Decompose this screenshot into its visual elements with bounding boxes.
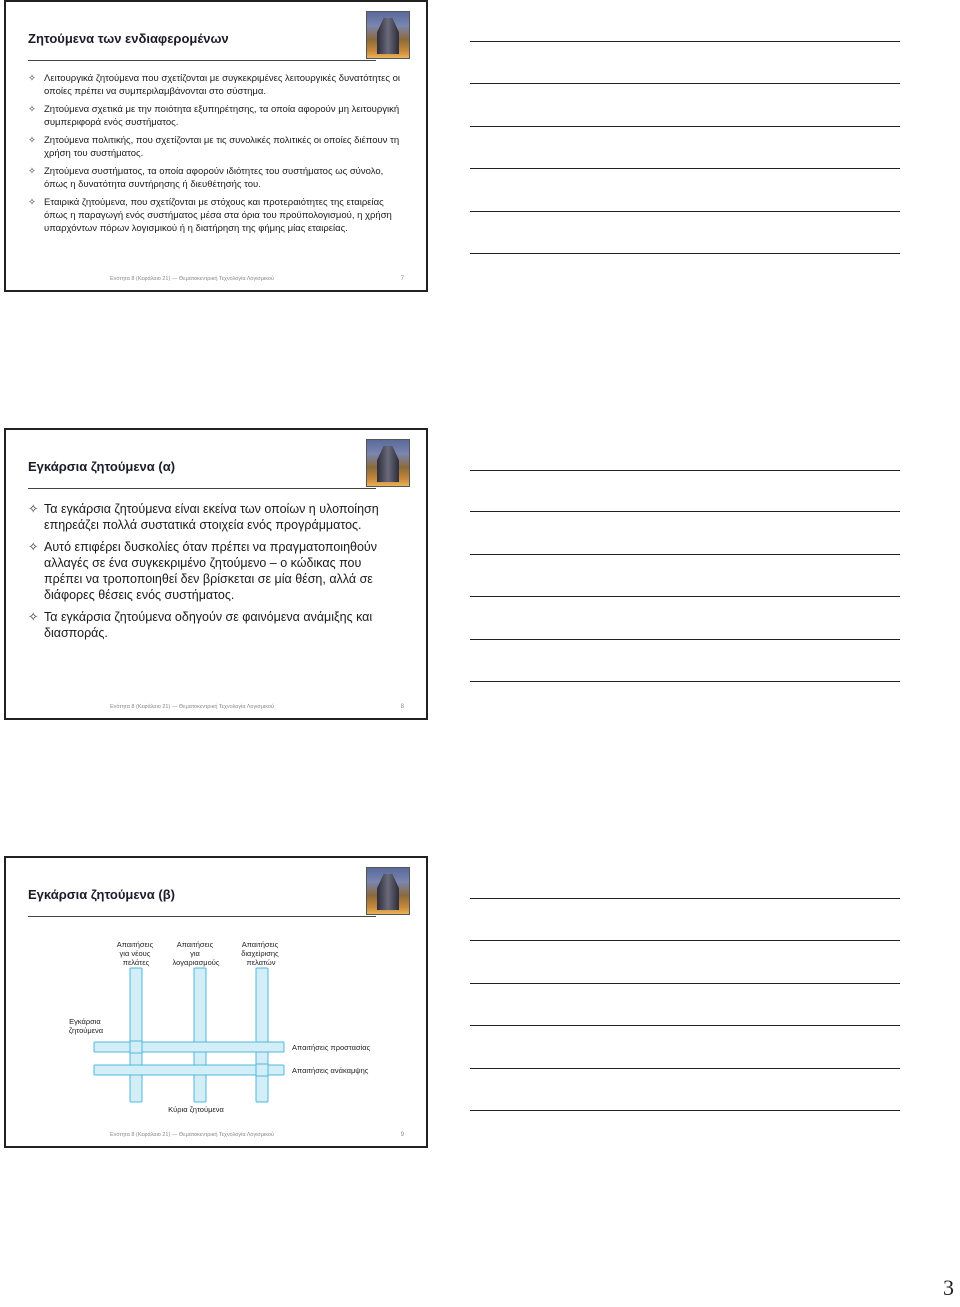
title-divider: [28, 60, 376, 61]
note-line: [470, 1110, 900, 1111]
slide-8: [4, 428, 428, 720]
vertical-bar-accounts: [194, 968, 206, 1102]
label-cross-cutting: Εγκάρσια ζητούμενα: [68, 1017, 104, 1035]
document-page-number: 3: [943, 1275, 954, 1300]
list-item: ✧ Ζητούμενα σχετικά με την ποιότητα εξυπηρέτησης, τα οποία αφορούν μη λειτουργική συμπεριφορά ενός συστήματος.: [28, 104, 400, 128]
note-line: [470, 1068, 900, 1069]
horizontal-bar-security: [94, 1042, 284, 1052]
bullet-icon: ✧: [28, 166, 36, 177]
bullet-list: [28, 72, 400, 240]
note-line: [470, 253, 900, 254]
note-line: [470, 639, 900, 640]
bullet-list: [28, 501, 400, 647]
label-recovery: Απαιτήσεις ανάκαμψης: [292, 1066, 369, 1075]
list-item: ✧ Ζητούμενα συστήματος, τα οποία αφορούν ιδιότητες του συστήματος ως σύνολο, όπως η δυνατότητα συντήρησης ή διευθέτησής του.: [28, 166, 384, 190]
slide-title: Εγκάρσια ζητούμενα (β): [28, 887, 175, 902]
note-line: [470, 83, 900, 84]
note-line: [470, 596, 900, 597]
list-item: ✧ Εταιρικά ζητούμενα, που σχετίζονται με στόχους και προτεραιότητες της εταιρείας όπως η παραγωγή ενός συστήματος μέσα στα όρια του προϋπολογισμού, η χρήση υπαρχόντων πόρων λογισμικού ή η διατήρηση της φήμης μίας εταιρείας.: [28, 197, 392, 234]
list-item: ✧ Αυτό επιφέρει δυσκολίες όταν πρέπει να πραγματοποιηθούν αλλαγές σε ένα συγκεκριμένο ζητούμενο – ο κώδικας που πρέπει να τροποποιηθεί δεν βρίσκεται σε μία θέση, αλλά σε διάφορες θέσεις ενός συστήματος.: [28, 540, 378, 602]
list-item: ✧ Τα εγκάρσια ζητούμενα είναι εκείνα των οποίων η υλοποίηση επηρεάζει πολλά συστατικά στοιχεία ενός προγράμματος.: [28, 502, 379, 532]
note-line: [470, 554, 900, 555]
slide-footer: Ενότητα 8 (Κεφάλαιο 21) — Θεματοκεντρική Τεχνολογία Λογισμικού: [110, 704, 274, 710]
bullet-icon: ✧: [28, 502, 39, 516]
note-line: [470, 126, 900, 127]
note-line: [470, 41, 900, 42]
note-line: [470, 1025, 900, 1026]
vertical-bar-new-customers: [130, 968, 142, 1102]
list-item: ✧ Λειτουργικά ζητούμενα που σχετίζονται με συγκεκριμένες λειτουργικές δυνατότητες οι οποίες πρέπει να συμπεριλαμβάνονται στο σύστημα.: [28, 73, 400, 97]
slide-page-number: 9: [400, 1132, 404, 1138]
label-new-customers: Απαιτήσεις για νέους πελάτες: [116, 940, 154, 967]
slide-thumbnail-image: [366, 439, 410, 487]
vertical-bar-customer-management: [256, 968, 268, 1102]
label-customer-management: Απαιτήσεις διαχείρισης πελατών: [241, 940, 279, 967]
slide-footer: Ενότητα 8 (Κεφάλαιο 21) — Θεματοκεντρική Τεχνολογία Λογισμικού: [110, 276, 274, 282]
bullet-icon: ✧: [28, 197, 36, 208]
list-item: ✧ Ζητούμενα πολιτικής, που σχετίζονται με τις συνολικές πολιτικές οι οποίες διέπουν τη χρήση του συστήματος.: [28, 135, 400, 159]
note-line: [470, 168, 900, 169]
note-line: [470, 511, 900, 512]
list-item: ✧ Τα εγκάρσια ζητούμενα οδηγούν σε φαινόμενα ανάμιξης και διασποράς.: [28, 610, 373, 640]
note-line: [470, 940, 900, 941]
note-line: [470, 470, 900, 471]
slide-page-number: 8: [400, 704, 404, 710]
note-line: [470, 211, 900, 212]
slide-title: Ζητούμενα των ενδιαφερομένων: [28, 31, 229, 46]
bullet-icon: ✧: [28, 540, 39, 554]
label-accounts: Απαιτήσεις για λογαριασμούς: [172, 940, 220, 967]
slide-7: [4, 0, 428, 292]
bullet-icon: ✧: [28, 73, 36, 84]
note-line: [470, 983, 900, 984]
title-divider: [28, 488, 376, 489]
label-security: Απαιτήσεις προστασίας: [292, 1043, 371, 1052]
note-line: [470, 898, 900, 899]
slide-footer: Ενότητα 8 (Κεφάλαιο 21) — Θεματοκεντρική Τεχνολογία Λογισμικού: [110, 1132, 274, 1138]
slide-page-number: 7: [400, 276, 404, 282]
bullet-icon: ✧: [28, 135, 36, 146]
slide-title: Εγκάρσια ζητούμενα (α): [28, 459, 176, 474]
slide-9: [4, 856, 428, 1148]
note-line: [470, 681, 900, 682]
label-core-concerns: Κύρια ζητούμενα: [168, 1105, 224, 1114]
bullet-icon: ✧: [28, 104, 36, 115]
cross-cutting-diagram: [6, 858, 426, 1146]
bullet-icon: ✧: [28, 610, 39, 624]
slide-thumbnail-image: [366, 11, 410, 59]
